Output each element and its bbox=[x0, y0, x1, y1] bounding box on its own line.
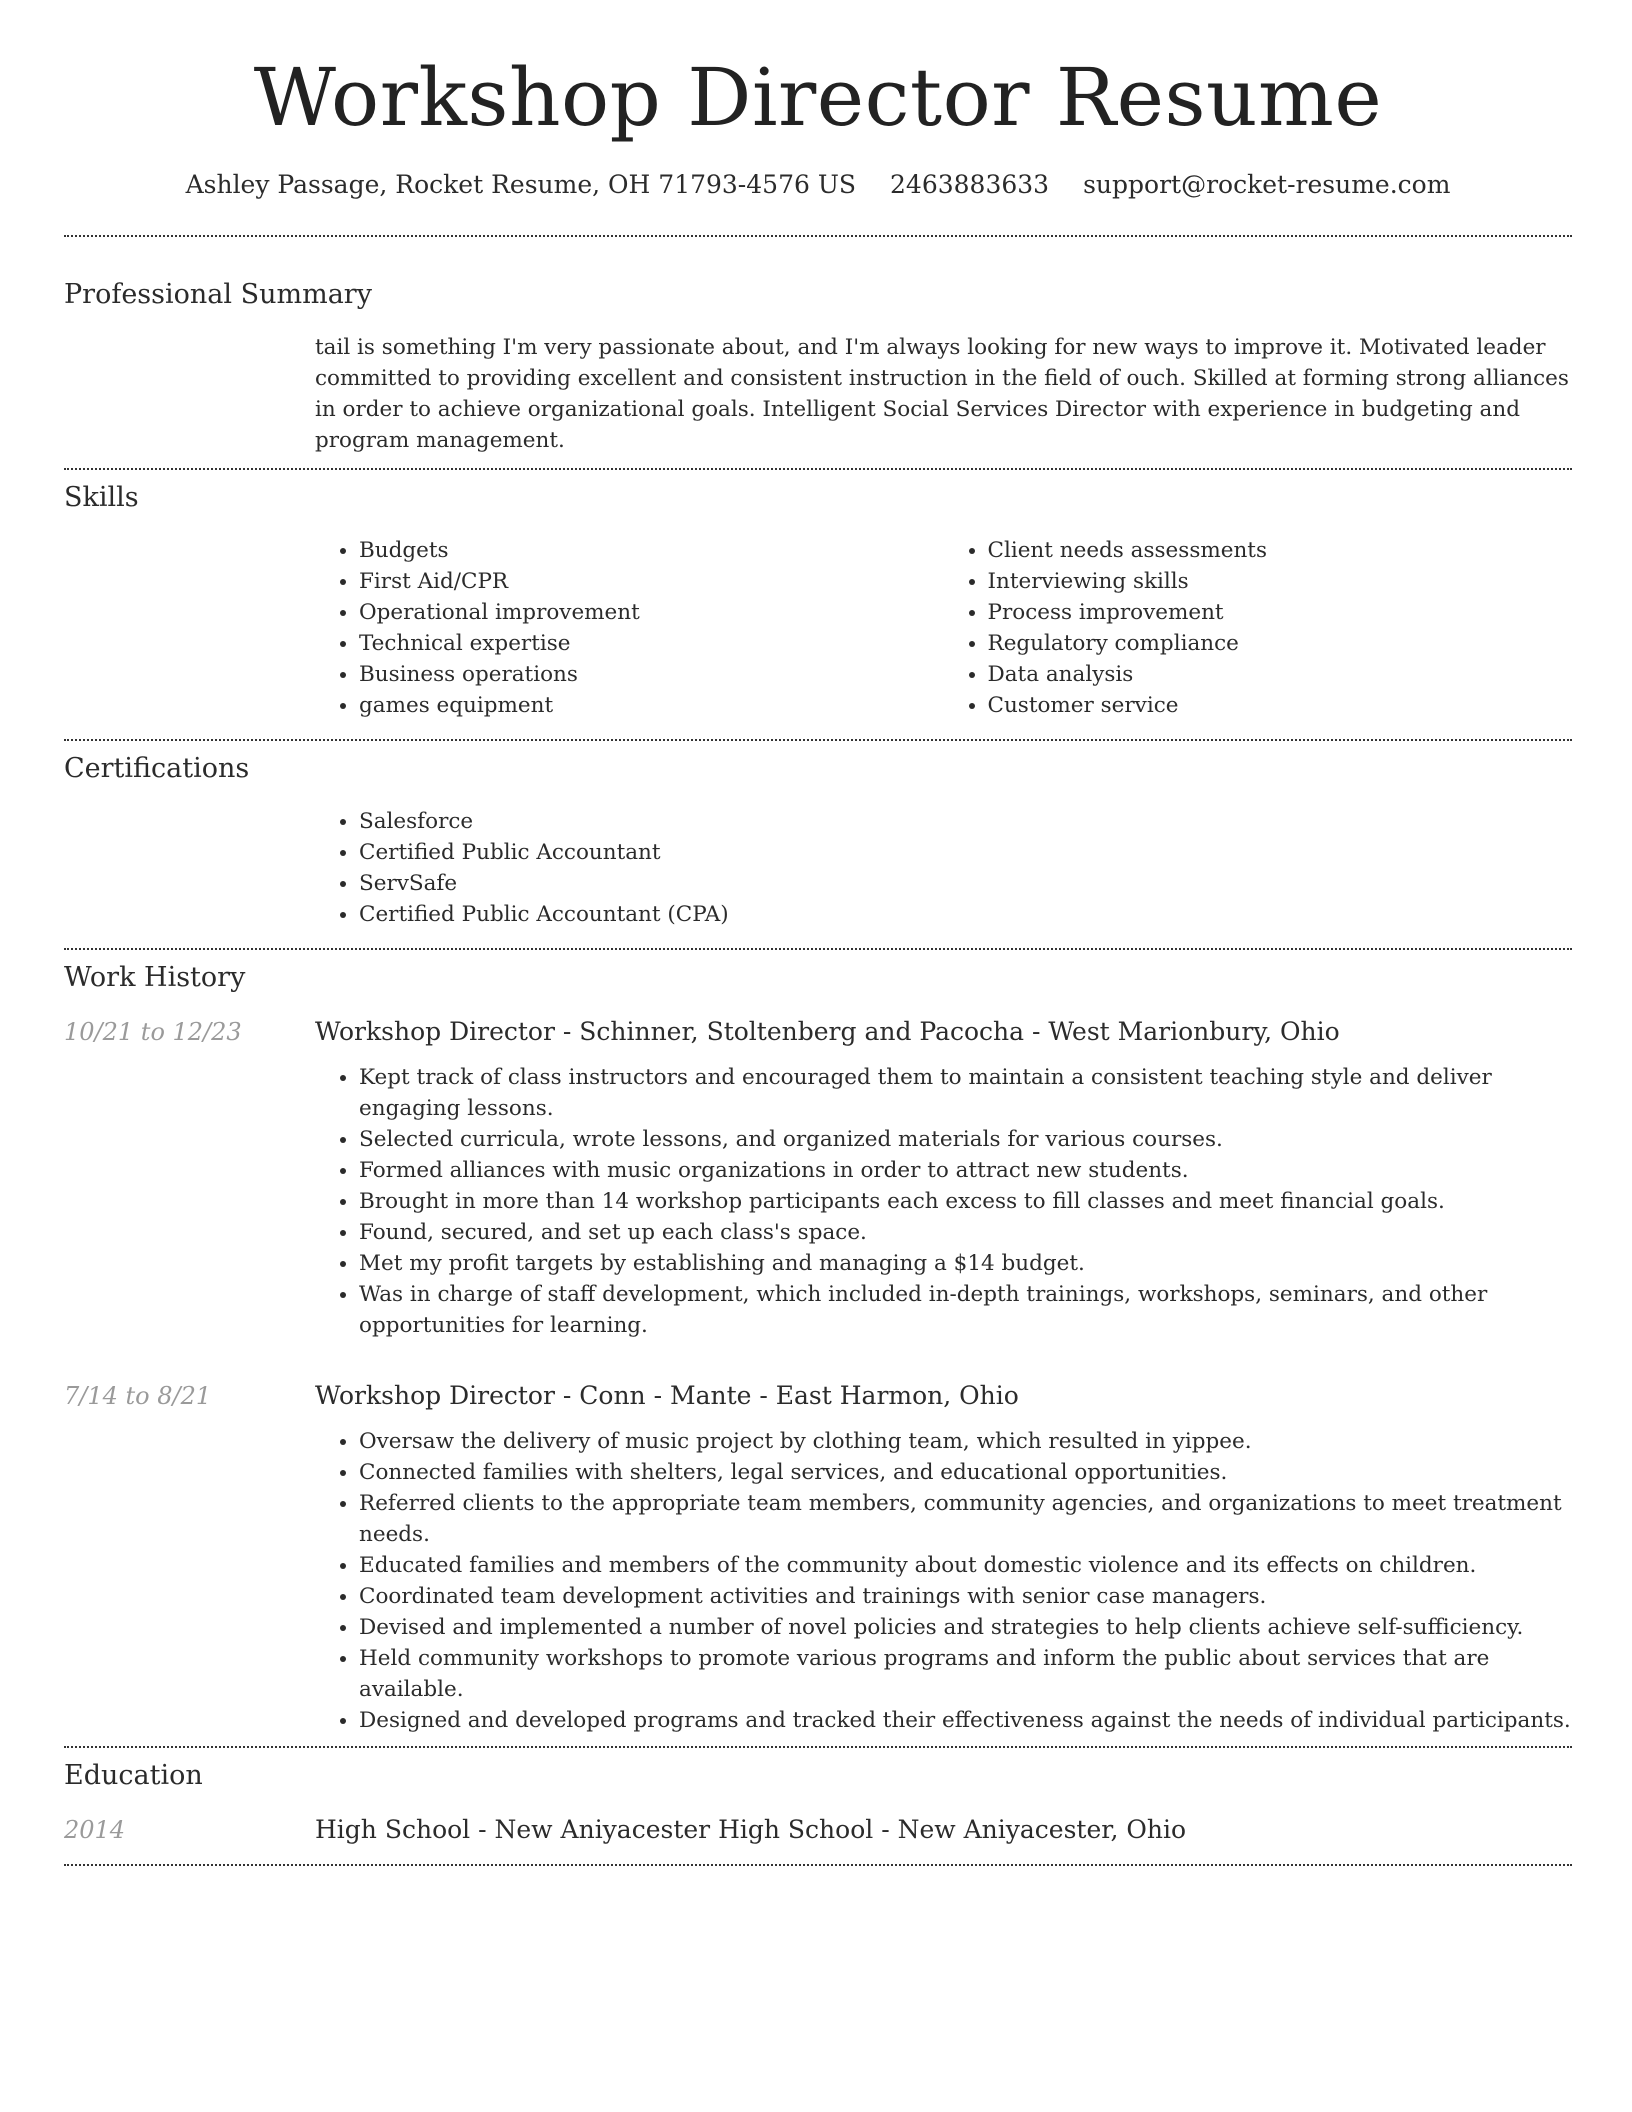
contact-phone: 2463883633 bbox=[890, 170, 1050, 199]
job-bullet: • Held community workshops to promote various programs and inform the public about services that are available. bbox=[359, 1643, 1572, 1705]
section-heading-education: Education bbox=[64, 1760, 203, 1791]
certification-item: • Certified Public Accountant bbox=[359, 837, 1572, 868]
skill-item: • Operational improvement bbox=[359, 597, 944, 628]
job-entry-header bbox=[64, 1381, 1572, 1410]
divider bbox=[64, 1864, 1572, 1866]
certification-item: • ServSafe bbox=[359, 868, 1572, 899]
skill-item: • games equipment bbox=[359, 690, 944, 721]
skill-item: • Regulatory compliance bbox=[988, 628, 1573, 659]
education-year: 2014 bbox=[64, 1816, 126, 1844]
skill-item: • Process improvement bbox=[988, 597, 1573, 628]
education-entry bbox=[64, 1815, 1572, 1844]
contact-address: Ashley Passage, Rocket Resume, OH 71793-4576 US bbox=[185, 170, 857, 199]
section-heading-certifications: Certifications bbox=[64, 753, 250, 784]
skill-item: • Technical expertise bbox=[359, 628, 944, 659]
certification-item: • Salesforce bbox=[359, 806, 1572, 837]
job-title: Workshop Director - Schinner, Stoltenberg and Pacocha - West Marionbury, Ohio bbox=[315, 1017, 1340, 1046]
job-bullet: • Connected families with shelters, legal services, and educational opportunities. bbox=[359, 1457, 1572, 1488]
job-bullet: • Formed alliances with music organizations in order to attract new students. bbox=[359, 1155, 1572, 1186]
job-title: Workshop Director - Conn - Mante - East Harmon, Ohio bbox=[315, 1381, 1019, 1410]
skill-item: • Customer service bbox=[988, 690, 1573, 721]
skills-column-right bbox=[944, 535, 1573, 721]
divider bbox=[64, 468, 1572, 470]
divider bbox=[64, 1746, 1572, 1748]
job-bullet: • Educated families and members of the community about domestic violence and its effects on children. bbox=[359, 1550, 1572, 1581]
job-bullet: • Devised and implemented a number of novel policies and strategies to help clients achieve self-sufficiency. bbox=[359, 1612, 1572, 1643]
skill-item: • First Aid/CPR bbox=[359, 566, 944, 597]
job-dates: 10/21 to 12/23 bbox=[64, 1018, 242, 1046]
job-bullet: • Oversaw the delivery of music project by clothing team, which resulted in yippee. bbox=[359, 1426, 1572, 1457]
job-bullet: • Kept track of class instructors and encouraged them to maintain a consistent teaching style and deliver engaging lessons. bbox=[359, 1062, 1572, 1124]
certifications-list bbox=[315, 806, 1572, 930]
summary-text: tail is something I'm very passionate about, and I'm always looking for new ways to improve it. Motivated leader committed to providing excellent and consistent instruction in the field of ouch. Skilled at forming strong alliances in order to achieve organizational goals. Intelligent Social Services Director with experience in budgeting and program management. bbox=[315, 335, 1569, 453]
job-bullet: • Met my profit targets by establishing and managing a $14 budget. bbox=[359, 1248, 1572, 1279]
divider bbox=[64, 739, 1572, 741]
divider bbox=[64, 235, 1572, 237]
contact-line bbox=[64, 170, 1572, 199]
job-bullet: • Found, secured, and set up each class's space. bbox=[359, 1217, 1572, 1248]
skill-item: • Budgets bbox=[359, 535, 944, 566]
job-bullets bbox=[315, 1426, 1572, 1736]
section-heading-skills: Skills bbox=[64, 482, 139, 513]
job-bullet: • Selected curricula, wrote lessons, and organized materials for various courses. bbox=[359, 1124, 1572, 1155]
job-bullet: • Designed and developed programs and tracked their effectiveness against the needs of individual participants. bbox=[359, 1705, 1572, 1736]
certification-item: • Certified Public Accountant (CPA) bbox=[359, 899, 1572, 930]
skill-item: • Business operations bbox=[359, 659, 944, 690]
resume-page bbox=[64, 0, 1572, 1866]
education-title: High School - New Aniyacester High School - New Aniyacester, Ohio bbox=[315, 1815, 1186, 1844]
resume-title: Workshop Director Resume bbox=[253, 51, 1383, 144]
contact-email: support@rocket-resume.com bbox=[1083, 170, 1451, 199]
job-bullets bbox=[315, 1062, 1572, 1341]
skill-item: • Client needs assessments bbox=[988, 535, 1573, 566]
job-dates: 7/14 to 8/21 bbox=[64, 1382, 212, 1410]
job-bullet: • Coordinated team development activities and trainings with senior case managers. bbox=[359, 1581, 1572, 1612]
job-bullet: • Brought in more than 14 workshop participants each excess to fill classes and meet financial goals. bbox=[359, 1186, 1572, 1217]
job-bullet: • Referred clients to the appropriate team members, community agencies, and organizations to meet treatment needs. bbox=[359, 1488, 1572, 1550]
section-heading-summary: Professional Summary bbox=[64, 279, 372, 310]
divider bbox=[64, 948, 1572, 950]
skill-item: • Interviewing skills bbox=[988, 566, 1573, 597]
skill-item: • Data analysis bbox=[988, 659, 1573, 690]
section-heading-work-history: Work History bbox=[64, 962, 246, 993]
skills-column-left bbox=[315, 535, 944, 721]
skills-list bbox=[315, 535, 1572, 721]
job-bullet: • Was in charge of staff development, which included in-depth trainings, workshops, seminars, and other opportunities for learning. bbox=[359, 1279, 1572, 1341]
job-entry-header bbox=[64, 1017, 1572, 1046]
